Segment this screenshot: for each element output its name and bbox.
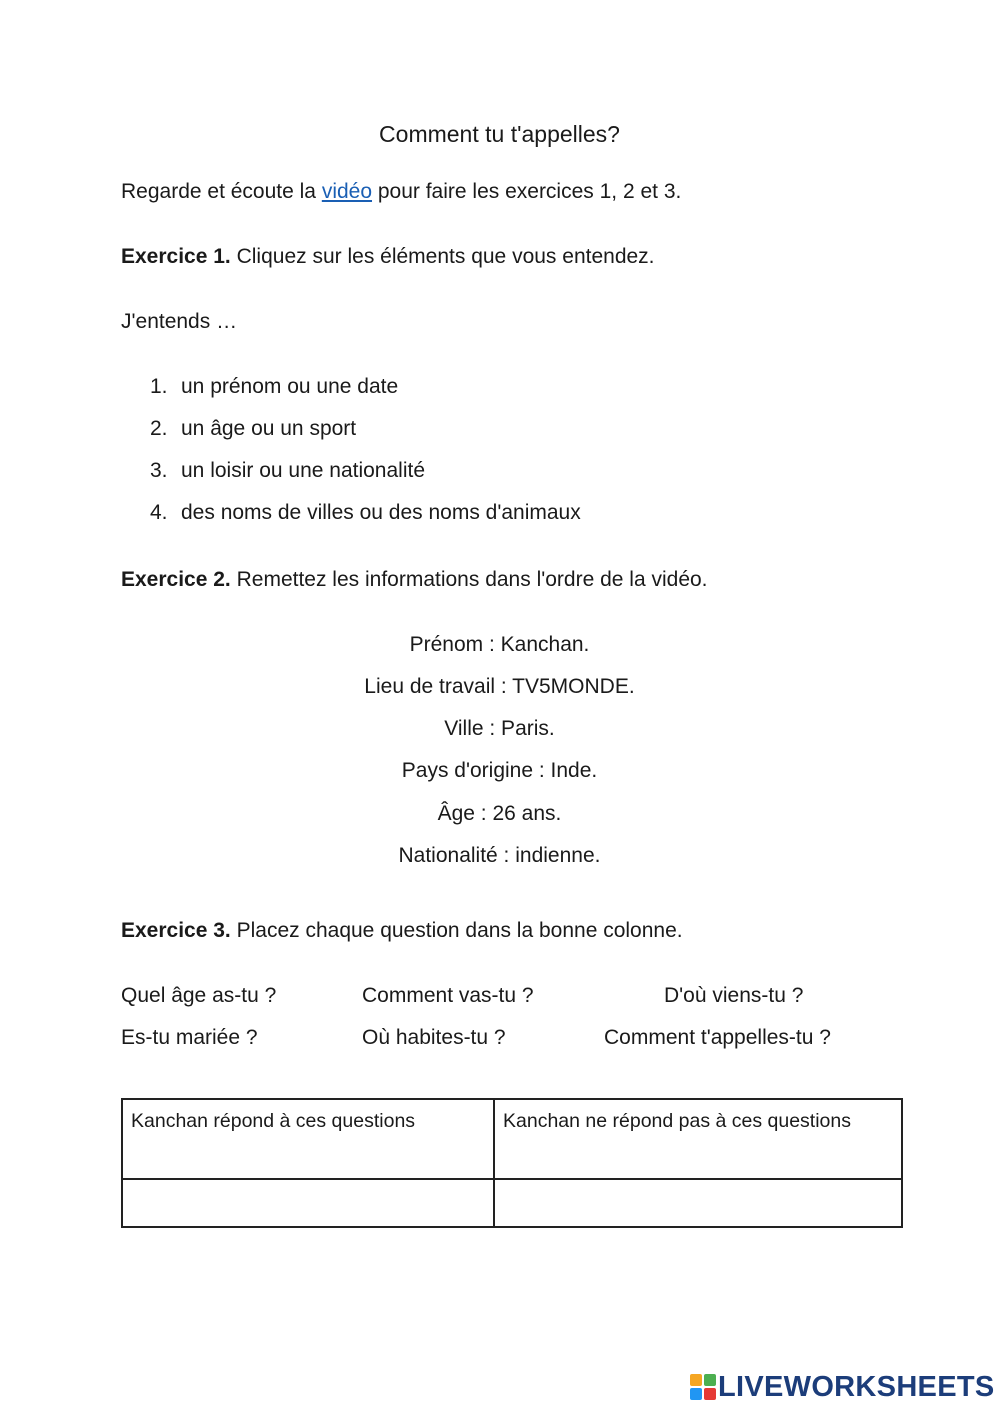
- list-item[interactable]: des noms de villes ou des noms d'animaux: [181, 501, 581, 524]
- exercise-1-label: Exercice 1.: [121, 245, 231, 268]
- page-title: Comment tu t'appelles?: [379, 121, 620, 147]
- exercise-3-instruction: [121, 919, 683, 943]
- liveworksheets-logo: [690, 1372, 995, 1402]
- info-item-age[interactable]: Âge : 26 ans.: [437, 802, 562, 825]
- video-link[interactable]: vidéo: [321, 180, 373, 203]
- question-item[interactable]: Où habites-tu ?: [362, 1026, 506, 1049]
- exercise-1-instruction: [121, 245, 655, 269]
- list-item[interactable]: un âge ou un sport: [181, 417, 357, 440]
- column-header-ne-repond-pas: Kanchan ne répond pas à ces questions: [494, 1099, 902, 1179]
- question-item[interactable]: Es-tu mariée ?: [121, 1026, 258, 1049]
- list-item[interactable]: un loisir ou une nationalité: [181, 459, 426, 482]
- intro-after: pour faire les exercices 1, 2 et 3.: [372, 180, 682, 203]
- list-item[interactable]: un prénom ou une date: [181, 375, 399, 398]
- intro-before: Regarde et écoute la: [121, 180, 322, 203]
- list-number: 3.: [150, 459, 168, 482]
- list-number: 4.: [150, 501, 168, 524]
- exercise-2-instruction: [121, 568, 708, 592]
- exercise-2-text: Remettez les informations dans l'ordre de la vidéo.: [230, 568, 708, 591]
- exercise-1-text: Cliquez sur les éléments que vous entendez.: [230, 245, 655, 268]
- intro-text: [121, 180, 681, 204]
- info-item-nationalite[interactable]: Nationalité : indienne.: [398, 844, 601, 867]
- drop-zone-repond[interactable]: [122, 1179, 494, 1227]
- answer-table: [121, 1098, 903, 1228]
- list-number: 2.: [150, 417, 168, 440]
- logo-icon: [690, 1374, 716, 1400]
- question-item[interactable]: Comment t'appelles-tu ?: [604, 1026, 831, 1049]
- exercise-3-label: Exercice 3.: [121, 919, 231, 942]
- info-item-pays[interactable]: Pays d'origine : Inde.: [401, 759, 598, 782]
- jentends-text: J'entends …: [121, 310, 238, 333]
- list-number: 1.: [150, 375, 168, 398]
- question-item[interactable]: Quel âge as-tu ?: [121, 984, 277, 1007]
- info-item-prenom[interactable]: Prénom : Kanchan.: [409, 633, 590, 656]
- info-item-lieu[interactable]: Lieu de travail : TV5MONDE.: [364, 675, 635, 698]
- drop-zone-ne-repond-pas[interactable]: [494, 1179, 902, 1227]
- logo-text: LIVEWORKSHEETS: [718, 1370, 995, 1403]
- exercise-3-text: Placez chaque question dans la bonne colonne.: [230, 919, 683, 942]
- question-item[interactable]: Comment vas-tu ?: [362, 984, 534, 1007]
- column-header-repond: Kanchan répond à ces questions: [122, 1099, 494, 1179]
- exercise-2-label: Exercice 2.: [121, 568, 231, 591]
- info-item-ville[interactable]: Ville : Paris.: [444, 717, 555, 740]
- question-item[interactable]: D'où viens-tu ?: [664, 984, 804, 1007]
